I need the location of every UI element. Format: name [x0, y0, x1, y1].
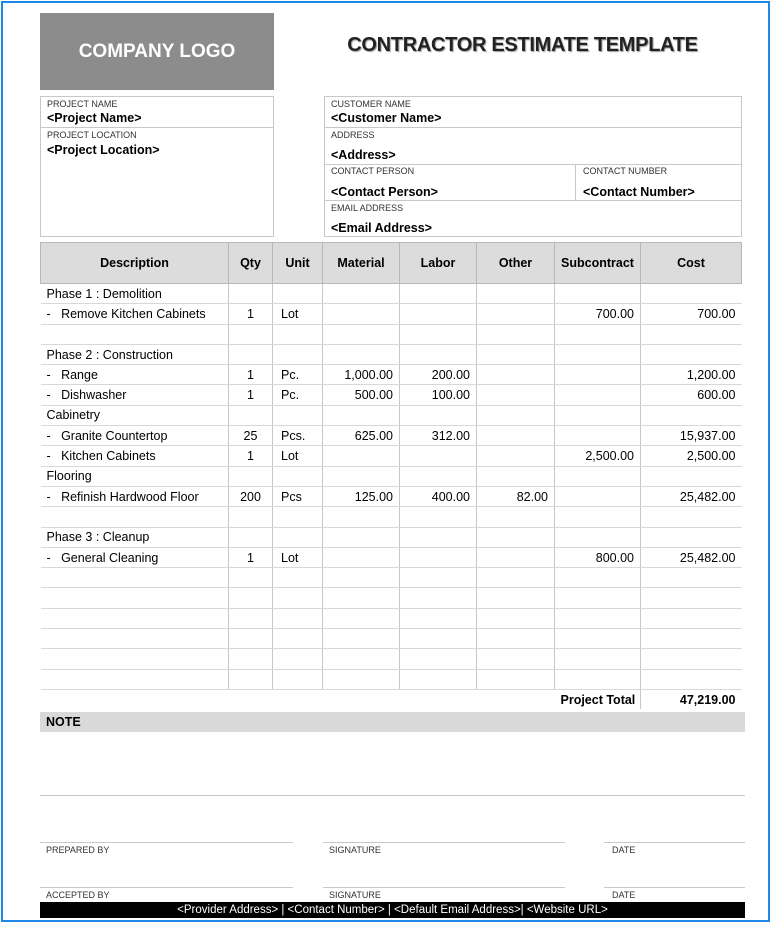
contact-person-field[interactable]: <Contact Person>: [331, 185, 438, 199]
table-row: [41, 466, 742, 486]
cell-cost[interactable]: [641, 507, 742, 527]
cell-cost[interactable]: [641, 284, 742, 304]
accepted-by-line: [40, 887, 293, 888]
address-field[interactable]: <Address>: [331, 148, 396, 162]
cell-unit[interactable]: [273, 649, 323, 669]
cell-qty[interactable]: 1: [229, 304, 273, 324]
customer-name-field[interactable]: <Customer Name>: [331, 111, 442, 125]
table-row: [41, 324, 742, 344]
contact-person-label: CONTACT PERSON: [331, 166, 415, 176]
cell-subcontract[interactable]: [555, 568, 641, 588]
cell-material[interactable]: [323, 507, 400, 527]
project-location-label: PROJECT LOCATION: [47, 130, 137, 140]
table-row: [41, 507, 742, 527]
cell-unit[interactable]: [273, 284, 323, 304]
cell-cost[interactable]: [641, 629, 742, 649]
cell-subcontract[interactable]: 2,500.00: [555, 446, 641, 466]
cell-material[interactable]: [323, 324, 400, 344]
cell-material[interactable]: 625.00: [323, 426, 400, 446]
customer-name-label: CUSTOMER NAME: [331, 99, 411, 109]
cell-cost[interactable]: [641, 669, 742, 689]
cell-qty[interactable]: [229, 507, 273, 527]
cell-qty[interactable]: [229, 629, 273, 649]
cell-cost[interactable]: 1,200.00: [641, 365, 742, 385]
cell-qty[interactable]: [229, 284, 273, 304]
cell-unit[interactable]: [273, 669, 323, 689]
cell-other[interactable]: [477, 669, 555, 689]
cell-qty[interactable]: [229, 568, 273, 588]
total-row: [41, 689, 742, 709]
cell-labor[interactable]: [400, 588, 477, 608]
table-row: [41, 669, 742, 689]
cell-material[interactable]: [323, 304, 400, 324]
note-bottom-line: [40, 795, 745, 796]
cell-unit[interactable]: Pc.: [273, 385, 323, 405]
cell-cost[interactable]: [641, 527, 742, 547]
project-name-label: PROJECT NAME: [47, 99, 118, 109]
cell-cost[interactable]: 15,937.00: [641, 426, 742, 446]
cell-qty[interactable]: 1: [229, 547, 273, 567]
cell-description[interactable]: Phase 3 : Cleanup: [41, 527, 229, 547]
cell-subcontract[interactable]: [555, 405, 641, 425]
cell-unit[interactable]: Lot: [273, 547, 323, 567]
cell-qty[interactable]: [229, 466, 273, 486]
cell-labor[interactable]: [400, 304, 477, 324]
table-row: [41, 568, 742, 588]
table-row: [41, 527, 742, 547]
estimate-table: [40, 242, 742, 709]
cell-unit[interactable]: Lot: [273, 304, 323, 324]
cell-other[interactable]: [477, 304, 555, 324]
cell-subcontract[interactable]: [555, 466, 641, 486]
cell-description[interactable]: Phase 2 : Construction: [41, 344, 229, 364]
project-divider: [40, 127, 274, 128]
cell-subcontract[interactable]: [555, 385, 641, 405]
cell-description[interactable]: [41, 649, 229, 669]
cell-other[interactable]: [477, 365, 555, 385]
cell-description[interactable]: - Remove Kitchen Cabinets: [41, 304, 229, 324]
cell-subcontract[interactable]: [555, 284, 641, 304]
cell-cost[interactable]: 25,482.00: [641, 547, 742, 567]
cell-description[interactable]: [41, 608, 229, 628]
cell-subcontract[interactable]: [555, 426, 641, 446]
table-row: [41, 304, 742, 324]
cell-description[interactable]: - Kitchen Cabinets: [41, 446, 229, 466]
prepared-by-line: [40, 842, 293, 843]
cell-unit[interactable]: Pc.: [273, 365, 323, 385]
cell-description[interactable]: [41, 507, 229, 527]
cell-description[interactable]: [41, 568, 229, 588]
cell-material[interactable]: 500.00: [323, 385, 400, 405]
cell-material[interactable]: [323, 344, 400, 364]
cell-labor[interactable]: [400, 527, 477, 547]
address-label: ADDRESS: [331, 130, 375, 140]
table-row: [41, 486, 742, 506]
header-subcontract: Subcontract: [555, 243, 641, 284]
cell-subcontract[interactable]: [555, 527, 641, 547]
cell-qty[interactable]: 1: [229, 365, 273, 385]
prepared-by-label: PREPARED BY: [46, 845, 110, 855]
cell-qty[interactable]: [229, 527, 273, 547]
cell-subcontract[interactable]: [555, 365, 641, 385]
table-row: [41, 344, 742, 364]
table-row: [41, 588, 742, 608]
cell-other[interactable]: [477, 568, 555, 588]
cell-qty[interactable]: [229, 608, 273, 628]
table-header-row: [41, 243, 742, 284]
cell-description[interactable]: - Granite Countertop: [41, 426, 229, 446]
cell-subcontract[interactable]: [555, 324, 641, 344]
cell-other[interactable]: [477, 344, 555, 364]
cell-labor[interactable]: [400, 405, 477, 425]
cell-labor[interactable]: [400, 284, 477, 304]
cell-labor[interactable]: [400, 669, 477, 689]
cell-other[interactable]: [477, 405, 555, 425]
cell-cost[interactable]: [641, 588, 742, 608]
cell-material[interactable]: [323, 629, 400, 649]
cell-description[interactable]: Phase 1 : Demolition: [41, 284, 229, 304]
date1-label: DATE: [612, 845, 636, 855]
cell-description[interactable]: - General Cleaning: [41, 547, 229, 567]
cell-labor[interactable]: [400, 344, 477, 364]
cell-unit[interactable]: [273, 629, 323, 649]
cell-other[interactable]: [477, 507, 555, 527]
cell-other[interactable]: [477, 547, 555, 567]
cell-material[interactable]: [323, 547, 400, 567]
cell-cost[interactable]: [641, 568, 742, 588]
cell-cost[interactable]: [641, 649, 742, 669]
cell-unit[interactable]: [273, 324, 323, 344]
table-row: [41, 446, 742, 466]
cell-unit[interactable]: [273, 608, 323, 628]
header-qty: Qty: [229, 243, 273, 284]
header-other: Other: [477, 243, 555, 284]
cell-subcontract[interactable]: [555, 629, 641, 649]
cell-subcontract[interactable]: [555, 588, 641, 608]
cell-labor[interactable]: [400, 629, 477, 649]
cell-labor[interactable]: [400, 507, 477, 527]
cell-labor[interactable]: [400, 608, 477, 628]
cell-material[interactable]: [323, 466, 400, 486]
header-labor: Labor: [400, 243, 477, 284]
cell-other[interactable]: [477, 385, 555, 405]
cell-other[interactable]: [477, 588, 555, 608]
cell-material[interactable]: [323, 669, 400, 689]
table-row: [41, 365, 742, 385]
cell-other[interactable]: 82.00: [477, 486, 555, 506]
cell-qty[interactable]: 200: [229, 486, 273, 506]
cell-cost[interactable]: 2,500.00: [641, 446, 742, 466]
cell-labor[interactable]: 400.00: [400, 486, 477, 506]
cell-unit[interactable]: [273, 568, 323, 588]
cell-material[interactable]: [323, 284, 400, 304]
table-row: [41, 547, 742, 567]
cell-unit[interactable]: [273, 588, 323, 608]
cell-material[interactable]: [323, 405, 400, 425]
cell-qty[interactable]: [229, 344, 273, 364]
date1-line: [604, 842, 745, 843]
company-logo: COMPANY LOGO: [40, 13, 274, 90]
project-name-field[interactable]: <Project Name>: [47, 111, 142, 125]
header-cost: Cost: [641, 243, 742, 284]
cell-unit[interactable]: [273, 507, 323, 527]
cell-subcontract[interactable]: [555, 669, 641, 689]
table-row: [41, 385, 742, 405]
cell-description[interactable]: [41, 629, 229, 649]
cell-subcontract[interactable]: [555, 486, 641, 506]
cell-unit[interactable]: [273, 405, 323, 425]
cell-labor[interactable]: 100.00: [400, 385, 477, 405]
page-title: CONTRACTOR ESTIMATE TEMPLATE: [347, 34, 698, 56]
date2-line: [604, 887, 745, 888]
cell-qty[interactable]: [229, 669, 273, 689]
cell-labor[interactable]: [400, 649, 477, 669]
contact-number-label: CONTACT NUMBER: [583, 166, 668, 176]
cell-other[interactable]: [477, 324, 555, 344]
cell-labor[interactable]: 312.00: [400, 426, 477, 446]
cell-material[interactable]: [323, 588, 400, 608]
cell-description[interactable]: Flooring: [41, 466, 229, 486]
customer-divider-1: [324, 127, 742, 128]
contact-divider-vertical: [575, 164, 576, 200]
cell-other[interactable]: [477, 466, 555, 486]
cell-subcontract[interactable]: [555, 507, 641, 527]
cell-description[interactable]: Cabinetry: [41, 405, 229, 425]
cell-description[interactable]: - Dishwasher: [41, 385, 229, 405]
cell-description[interactable]: - Refinish Hardwood Floor: [41, 486, 229, 506]
date2-label: DATE: [612, 890, 636, 900]
cell-material[interactable]: [323, 527, 400, 547]
cell-labor[interactable]: [400, 324, 477, 344]
footer-bar: <Provider Address> | <Contact Number> | <Default Email Address>| <Website URL>: [40, 902, 745, 918]
cell-material[interactable]: [323, 446, 400, 466]
total-value: 47,219.00: [679, 692, 736, 707]
signature1-label: SIGNATURE: [329, 845, 381, 855]
cell-subcontract[interactable]: 800.00: [555, 547, 641, 567]
accepted-by-label: ACCEPTED BY: [46, 890, 110, 900]
signature2-line: [323, 887, 565, 888]
table-row: [41, 649, 742, 669]
cell-subcontract[interactable]: [555, 344, 641, 364]
cell-cost[interactable]: [641, 324, 742, 344]
table-row: [41, 629, 742, 649]
cell-cost[interactable]: 600.00: [641, 385, 742, 405]
table-row: [41, 608, 742, 628]
cell-other[interactable]: [477, 608, 555, 628]
cell-unit[interactable]: Pcs: [273, 486, 323, 506]
header-material: Material: [323, 243, 400, 284]
cell-material[interactable]: [323, 568, 400, 588]
cell-other[interactable]: [477, 649, 555, 669]
cell-labor[interactable]: 200.00: [400, 365, 477, 385]
cell-other[interactable]: [477, 629, 555, 649]
cell-unit[interactable]: Pcs.: [273, 426, 323, 446]
cell-description[interactable]: - Range: [41, 365, 229, 385]
project-location-field[interactable]: <Project Location>: [47, 143, 160, 157]
signature1-line: [323, 842, 565, 843]
header-description: Description: [41, 243, 229, 284]
email-field[interactable]: <Email Address>: [331, 221, 432, 235]
customer-divider-2: [324, 164, 742, 165]
cell-description[interactable]: [41, 588, 229, 608]
cell-material[interactable]: 125.00: [323, 486, 400, 506]
cell-subcontract[interactable]: [555, 649, 641, 669]
cell-other[interactable]: [477, 446, 555, 466]
cell-cost[interactable]: 25,482.00: [641, 486, 742, 506]
header-unit: Unit: [273, 243, 323, 284]
contact-number-field[interactable]: <Contact Number>: [583, 185, 695, 199]
cell-cost[interactable]: 700.00: [641, 304, 742, 324]
cell-unit[interactable]: [273, 466, 323, 486]
cell-qty[interactable]: [229, 324, 273, 344]
cell-material[interactable]: 1,000.00: [323, 365, 400, 385]
cell-qty[interactable]: [229, 588, 273, 608]
cell-other[interactable]: [477, 527, 555, 547]
total-label: Project Total: [555, 689, 641, 709]
total-spacer: [41, 689, 555, 709]
cell-other[interactable]: [477, 284, 555, 304]
cell-other[interactable]: [477, 426, 555, 446]
cell-material[interactable]: [323, 649, 400, 669]
cell-subcontract[interactable]: 700.00: [555, 304, 641, 324]
cell-unit[interactable]: [273, 344, 323, 364]
cell-cost[interactable]: [641, 466, 742, 486]
cell-cost[interactable]: [641, 608, 742, 628]
cell-description[interactable]: [41, 324, 229, 344]
cell-material[interactable]: [323, 608, 400, 628]
table-row: [41, 405, 742, 425]
customer-divider-3: [324, 200, 742, 201]
cell-unit[interactable]: Lot: [273, 446, 323, 466]
cell-labor[interactable]: [400, 568, 477, 588]
cell-cost[interactable]: [641, 344, 742, 364]
email-label: EMAIL ADDRESS: [331, 203, 404, 213]
cell-description[interactable]: [41, 669, 229, 689]
signature2-label: SIGNATURE: [329, 890, 381, 900]
cell-qty[interactable]: 1: [229, 446, 273, 466]
cell-unit[interactable]: [273, 527, 323, 547]
cell-labor[interactable]: [400, 446, 477, 466]
cell-labor[interactable]: [400, 547, 477, 567]
table-row: [41, 426, 742, 446]
table-row: [41, 284, 742, 304]
cell-cost[interactable]: [641, 405, 742, 425]
cell-subcontract[interactable]: [555, 608, 641, 628]
note-header: NOTE: [40, 712, 745, 732]
cell-qty[interactable]: 1: [229, 385, 273, 405]
cell-qty[interactable]: [229, 649, 273, 669]
cell-qty[interactable]: [229, 405, 273, 425]
cell-qty[interactable]: 25: [229, 426, 273, 446]
cell-labor[interactable]: [400, 466, 477, 486]
